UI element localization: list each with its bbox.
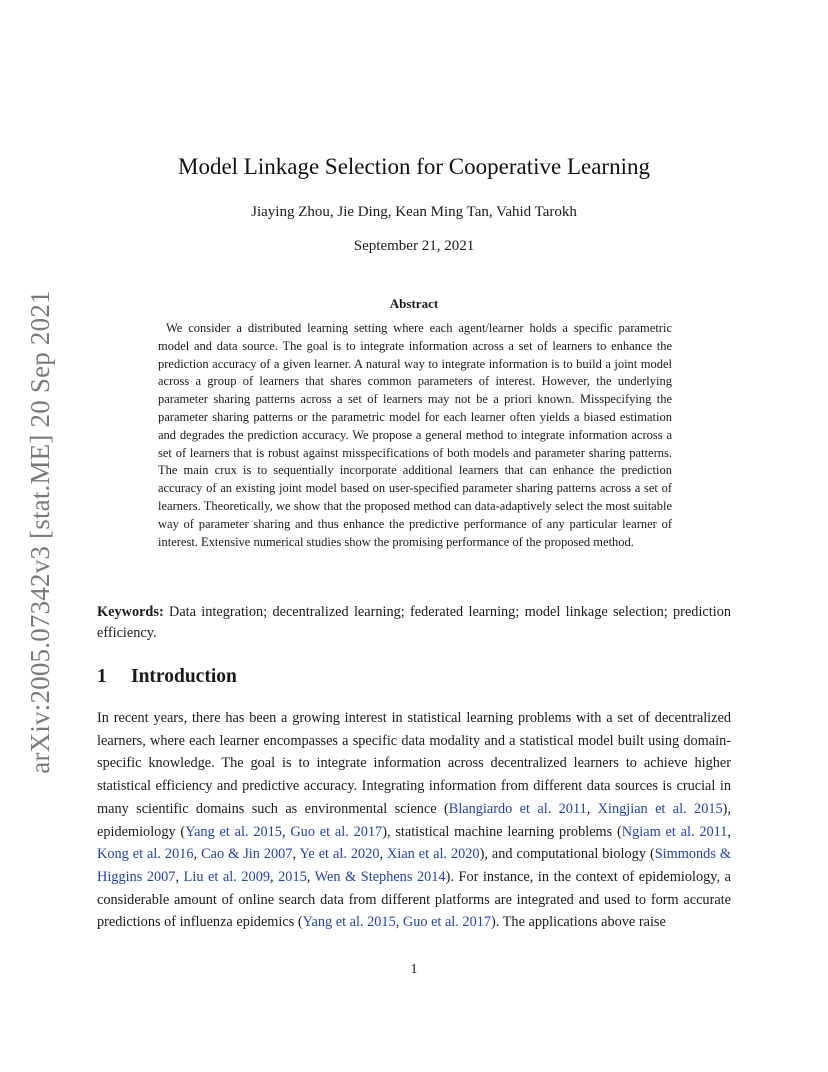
intro-text: ), and computational biology ( bbox=[479, 846, 655, 863]
citation-link[interactable]: Blangiardo et al. 2011 bbox=[448, 800, 587, 817]
citation-link[interactable]: Cao & Jin 2007 bbox=[201, 846, 293, 863]
citation-link[interactable]: Ye et al. 2020 bbox=[299, 846, 380, 863]
citation-link[interactable]: Guo et al. 2017 bbox=[402, 914, 492, 931]
page-number: 1 bbox=[410, 962, 418, 977]
paper-title: Model Linkage Selection for Cooperative Learning bbox=[178, 154, 650, 179]
abstract-text: We consider a distributed learning setting where each agent/learner holds a specific parametric model and data source. The goal is to integrate information across a set of learners to enhance the prediction accuracy of a given learner. A natural way to integrate information is to build a joint model across a group of learners that shares common parameters of interest. However, the underlying parameter sharing patterns across a set of learners may not be a priori known. Misspecifying the parameter sharing patterns or the parametric model for each learner often yields a biased estimation and degrades the prediction accuracy. We propose a general method to integrate information across a set of learners that is robust against misspecifications of both models and parameter sharing patterns. The main crux is to sequentially incorporate additional learners that can enhance the prediction accuracy of an existing joint model based on user-specified parameter sharing patterns across a set of learners. Theoretically, we show that the proposed method can data-adaptively select the most suitable way of parameter sharing and thus enhance the predictive performance of any particular learner of interest. Extensive numerical studies show the promising performance of the proposed method. bbox=[158, 321, 672, 549]
intro-text: , bbox=[193, 846, 202, 863]
section-heading bbox=[97, 666, 237, 688]
citation-link[interactable]: Xian et al. 2020 bbox=[387, 846, 480, 863]
intro-text: , bbox=[395, 914, 403, 931]
keywords-text: Data integration; decentralized learning; federated learning; model linkage selection; prediction efficiency. bbox=[97, 604, 731, 641]
arxiv-identifier: arXiv:2005.07342v3 [stat.ME] 20 Sep 2021 bbox=[25, 290, 55, 774]
citation-link[interactable]: 2015 bbox=[278, 868, 307, 885]
intro-text: ). The applications above raise bbox=[491, 914, 666, 931]
section-number: 1 bbox=[97, 666, 107, 687]
citation-link[interactable]: Kong et al. 2016 bbox=[97, 846, 194, 863]
citation-link[interactable]: Simmonds & Higgins 2007 bbox=[97, 846, 731, 885]
intro-text: , bbox=[175, 868, 184, 885]
keywords-label: Keywords: bbox=[97, 604, 164, 620]
citation-link[interactable]: Xingjian et al. 2015 bbox=[597, 800, 723, 817]
intro-text: , bbox=[281, 823, 291, 840]
intro-text: ), statistical machine learning problems ( bbox=[382, 823, 622, 840]
citation-link[interactable]: Ngiam et al. 2011 bbox=[621, 823, 728, 840]
citation-link[interactable]: Yang et al. 2015 bbox=[185, 823, 282, 840]
citation-link[interactable]: Liu et al. 2009 bbox=[183, 868, 270, 885]
intro-text: , bbox=[270, 868, 279, 885]
abstract-heading: Abstract bbox=[389, 296, 439, 311]
intro-text: , bbox=[306, 868, 315, 885]
intro-text: , bbox=[379, 846, 388, 863]
keywords-paragraph bbox=[97, 602, 731, 644]
section-title: Introduction bbox=[131, 666, 237, 687]
citation-link[interactable]: Yang et al. 2015 bbox=[302, 914, 396, 931]
intro-text: ). For instance, in the context of epidemiology, a considerable amount of online search data from different platforms are integrated and used to form accurate predictions of influenza epidemics ( bbox=[97, 868, 731, 931]
citation-link[interactable]: Wen & Stephens 2014 bbox=[314, 868, 446, 885]
paper-date: September 21, 2021 bbox=[353, 238, 475, 254]
intro-text: ), epidemiology ( bbox=[97, 800, 731, 840]
intro-paragraph bbox=[97, 707, 731, 934]
citation-link[interactable]: Guo et al. 2017 bbox=[290, 823, 383, 840]
intro-text: , bbox=[727, 823, 731, 840]
intro-text: In recent years, there has been a growing interest in statistical learning problems with a set of decentralized learners, where each learner encompasses a specific data modality and a statistical model built using domain-specific knowledge. The goal is to integrate information across decentralized learners to achieve higher statistical efficiency and predictive accuracy. Integrating information from different data sources is crucial in many scientific domains such as environmental science ( bbox=[97, 710, 731, 817]
paper-authors: Jiaying Zhou, Jie Ding, Kean Ming Tan, Vahid Tarokh bbox=[251, 204, 577, 220]
intro-text: , bbox=[292, 846, 300, 863]
intro-text: , bbox=[586, 800, 598, 817]
